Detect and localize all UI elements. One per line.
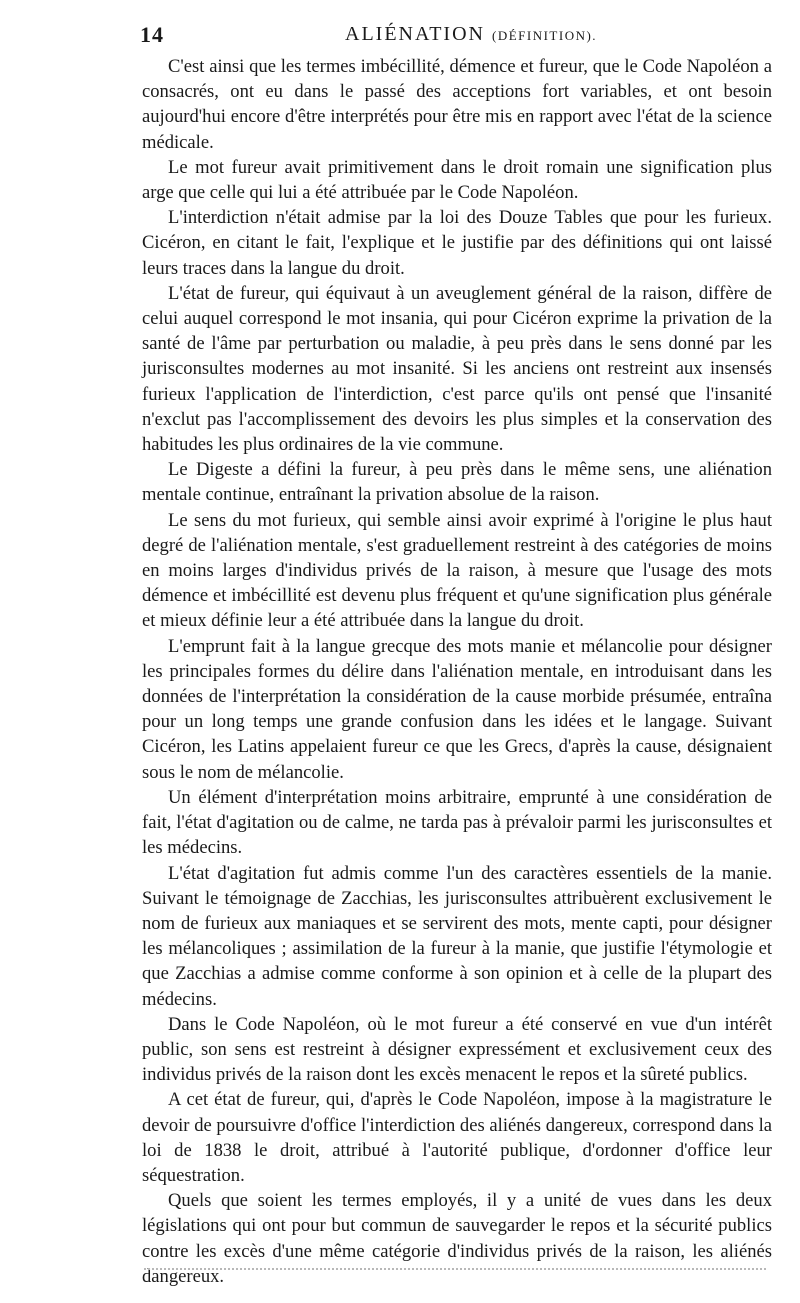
running-head-subtitle: (DÉFINITION). — [491, 28, 598, 43]
paragraph: L'emprunt fait à la langue grecque des mots manie et mélancolie pour désigner les principales formes du délire dans l'aliénation mentale, en introduisant dans les données de l'interprétation la considération de la cause morbide présumée, entraîna pour un long temps une grande confusion dans les idées et le langage. Suivant Cicéron, les Latins appelaient fureur ce que les Grecs, d'après la cause, désignaient sous le nom de mélancolie. — [142, 635, 772, 783]
footer-dotted-rule — [144, 1268, 766, 1270]
running-head-title: ALIÉNATION — [345, 23, 485, 45]
paragraph: Un élément d'interprétation moins arbitraire, emprunté à une considération de fait, l'état d'agitation ou de calme, ne tarda pas à prévaloir parmi les jurisconsultes et les médecins. — [142, 786, 772, 859]
paragraph: Le Digeste a défini la fureur, à peu près dans le même sens, une aliénation mentale continue, entraînant la privation absolue de la raison. — [142, 459, 772, 506]
paragraph: Le mot fureur avait primitivement dans le droit romain une signification plus arge que celle qui lui a été attribuée par le Code Napoléon. — [142, 156, 772, 204]
body-text — [142, 54, 772, 1289]
paragraph: L'état d'agitation fut admis comme l'un des caractères essentiels de la manie. Suivant le témoignage de Zacchias, les jurisconsultes attribuèrent exclusivement le nom de furieux aux maniaques et se servirent des mots, mente capti, pour désigner les mélancoliques ; assimilation de la fureur à la manie, que justifie l'étymologie et que Zacchias a admise comme conforme à son opinion et à celle de la plupart des médecins. — [142, 862, 772, 1010]
paragraph: Quels que soient les termes employés, il y a unité de vues dans les deux législations qui ont pour but commun de sauvegarder le repos et la sécurité publics contre les excès d'une même catégorie d'individus privés de la raison, les aliénés dangereux. — [142, 1190, 772, 1287]
paragraph: Dans le Code Napoléon, où le mot fureur a été conservé en vue d'un intérêt public, son sens est restreint à désigner expressément et exclusivement ceux des individus privés de la raison dont les excès menacent le repos et la sûreté publics. — [142, 1013, 772, 1086]
page-header — [140, 22, 770, 52]
page-number: 14 — [140, 22, 164, 47]
paragraph: A cet état de fureur, qui, d'après le Code Napoléon, impose à la magistrature le devoir de poursuivre d'office l'interdiction des aliénés dangereux, correspond dans la loi de 1838 le droit, attribué à l'autorité publique, d'ordonner d'office leur séquestration. — [142, 1089, 772, 1186]
running-head — [345, 23, 597, 46]
paragraph: L'interdiction n'était admise par la loi des Douze Tables que pour les furieux. Cicéron, en citant le fait, l'explique et le justifie par des définitions qui ont laissé leurs traces dans la langue du droit. — [142, 207, 772, 279]
paragraph: Le sens du mot furieux, qui semble ainsi avoir exprimé à l'origine le plus haut degré de l'aliénation mentale, s'est graduellement restreint à des catégories de moins en moins larges d'individus privés de la raison, à mesure que l'usage des mots démence et imbécillité est devenu plus fréquent et qu'une signification plus générale et mieux définie leur a été attribuée dans la langue du droit. — [142, 509, 772, 632]
paragraph: L'état de fureur, qui équivaut à un aveuglement général de la raison, diffère de celui auquel correspond le mot insania, qui pour Cicéron exprime la privation de la santé de l'âme par perturbation ou maladie, à peu près dans le sens donné par les jurisconsultes modernes au mot insanité. Si les anciens ont restreint aux insensés furieux l'application de l'interdiction, c'est parce qu'ils ont pensé que l'insanité n'exclut pas l'accomplissement des devoirs les plus simples et la conservation des habitudes les plus ordinaires de la vie commune. — [142, 282, 772, 456]
paragraph: C'est ainsi que les termes imbécillité, démence et fureur, que le Code Napoléon a consacrés, ont eu dans le passé des acceptions fort variables, et ont besoin aujourd'hui encore d'être interprétés pour être mis en rapport avec l'état de la science médicale. — [142, 56, 772, 153]
